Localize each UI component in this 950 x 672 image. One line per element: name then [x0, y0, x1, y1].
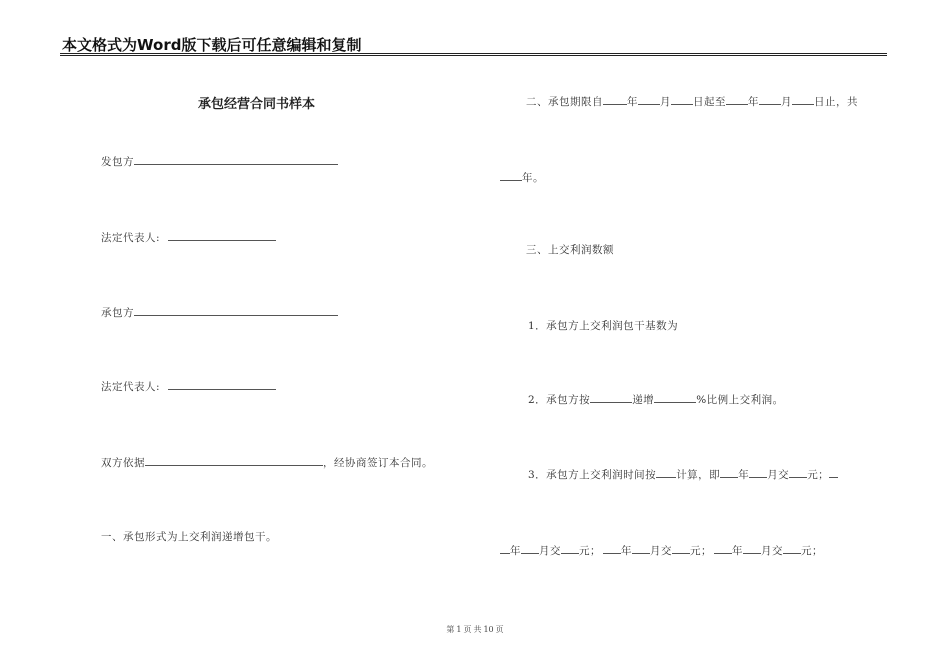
clause-2-prefix: 二、承包期限自: [526, 96, 603, 108]
basis-line: [101, 455, 433, 470]
pay4-amount-blank[interactable]: [783, 543, 801, 554]
footer-page-total: 10: [483, 625, 494, 634]
footer-total-unit: 页: [495, 625, 504, 634]
pay2-year-blank-start[interactable]: [829, 467, 838, 478]
footer-total-label: 共: [473, 625, 482, 634]
employer-rep-blank[interactable]: [168, 230, 276, 241]
pay1-month-label: 月交: [767, 469, 790, 481]
end-year-blank[interactable]: [726, 94, 748, 105]
page-footer: [0, 624, 950, 635]
pay4-month-label: 月交: [761, 545, 783, 557]
pay2-amount-blank[interactable]: [561, 543, 579, 554]
item-3-prefix: 3．承包方上交利润时间按: [528, 469, 657, 481]
item-3-calc: 计算，即: [676, 469, 721, 481]
basis-prefix: 双方依据: [101, 457, 145, 469]
start-month-label: 月: [660, 96, 671, 108]
item-1: 1．承包方上交利润包干基数为: [528, 320, 679, 332]
basis-suffix: ，经协商签订本合同。: [323, 457, 433, 469]
increase-rate-blank[interactable]: [654, 392, 696, 403]
contractor-rep-blank[interactable]: [168, 379, 276, 390]
footer-page-label: 第: [446, 625, 455, 634]
clause-1: 一、承包形式为上交利润递增包干。: [101, 531, 277, 543]
pay4-month-blank[interactable]: [743, 543, 761, 554]
basis-blank[interactable]: [145, 455, 323, 466]
pay4-yuan-label: 元；: [801, 545, 823, 557]
footer-page-unit: 页: [463, 625, 472, 634]
total-years-blank[interactable]: [500, 170, 522, 181]
employer-rep-label: 法定代表人:: [101, 232, 161, 244]
pay3-year-blank[interactable]: [603, 543, 621, 554]
pay3-yuan-label: 元；: [690, 545, 712, 557]
item-2-line: [528, 392, 784, 407]
pay3-year-label: 年: [621, 545, 632, 557]
contractor-rep-label: 法定代表人:: [101, 381, 161, 393]
pay2-month-label: 月交: [539, 545, 561, 557]
pay4-year-label: 年: [732, 545, 743, 557]
item-2-prefix: 2．承包方按: [528, 394, 591, 406]
pay4-year-blank[interactable]: [714, 543, 732, 554]
clause-3: 三、上交利润数额: [526, 244, 614, 256]
employer-rep-line: [101, 230, 276, 245]
start-year-label: 年: [627, 96, 638, 108]
document-title: 承包经营合同书样本: [198, 97, 316, 112]
start-day-label: 日起至: [693, 96, 726, 108]
pay2-year-blank-end[interactable]: [500, 543, 510, 554]
end-year-label: 年: [748, 96, 759, 108]
pay1-year-blank[interactable]: [720, 467, 738, 478]
contractor-rep-line: [101, 379, 276, 394]
pay2-month-blank[interactable]: [521, 543, 539, 554]
contractor-label: 承包方: [101, 307, 134, 319]
pay3-month-blank[interactable]: [632, 543, 650, 554]
schedule-blank[interactable]: [656, 467, 676, 478]
increase-basis-blank[interactable]: [590, 392, 632, 403]
pay2-yuan-label: 元；: [579, 545, 601, 557]
pay1-year-label: 年: [738, 469, 750, 481]
pay1-month-blank[interactable]: [749, 467, 767, 478]
contractor-line: [101, 305, 338, 320]
employer-line: [101, 154, 338, 169]
contractor-blank[interactable]: [134, 305, 338, 316]
clause-2-years-line: [500, 170, 544, 185]
end-day-label: 日止，共: [814, 96, 858, 108]
start-year-blank[interactable]: [603, 94, 627, 105]
item-2-mid: 递增: [632, 394, 655, 406]
employer-blank[interactable]: [134, 154, 338, 165]
item-3-continued-line: [500, 543, 823, 558]
pay3-month-label: 月交: [650, 545, 672, 557]
pay2-year-label: 年: [510, 545, 521, 557]
start-day-blank[interactable]: [671, 94, 693, 105]
header-text: 本文格式为Word版下载后可任意编辑和复制: [62, 36, 362, 54]
total-years-label: 年。: [522, 172, 544, 184]
item-3-line: [528, 467, 838, 482]
item-2-suffix: %比例上交利润。: [696, 394, 784, 406]
pay1-amount-blank[interactable]: [789, 467, 807, 478]
header-rule-bottom: [60, 55, 887, 56]
header-rule-top: [60, 53, 887, 54]
pay1-yuan-label: 元；: [807, 469, 830, 481]
end-day-blank[interactable]: [792, 94, 814, 105]
start-month-blank[interactable]: [638, 94, 660, 105]
employer-label: 发包方: [101, 156, 134, 168]
end-month-label: 月: [781, 96, 792, 108]
footer-page-current: 1: [456, 625, 462, 634]
end-month-blank[interactable]: [759, 94, 781, 105]
pay3-amount-blank[interactable]: [672, 543, 690, 554]
clause-2-line: [526, 94, 858, 109]
